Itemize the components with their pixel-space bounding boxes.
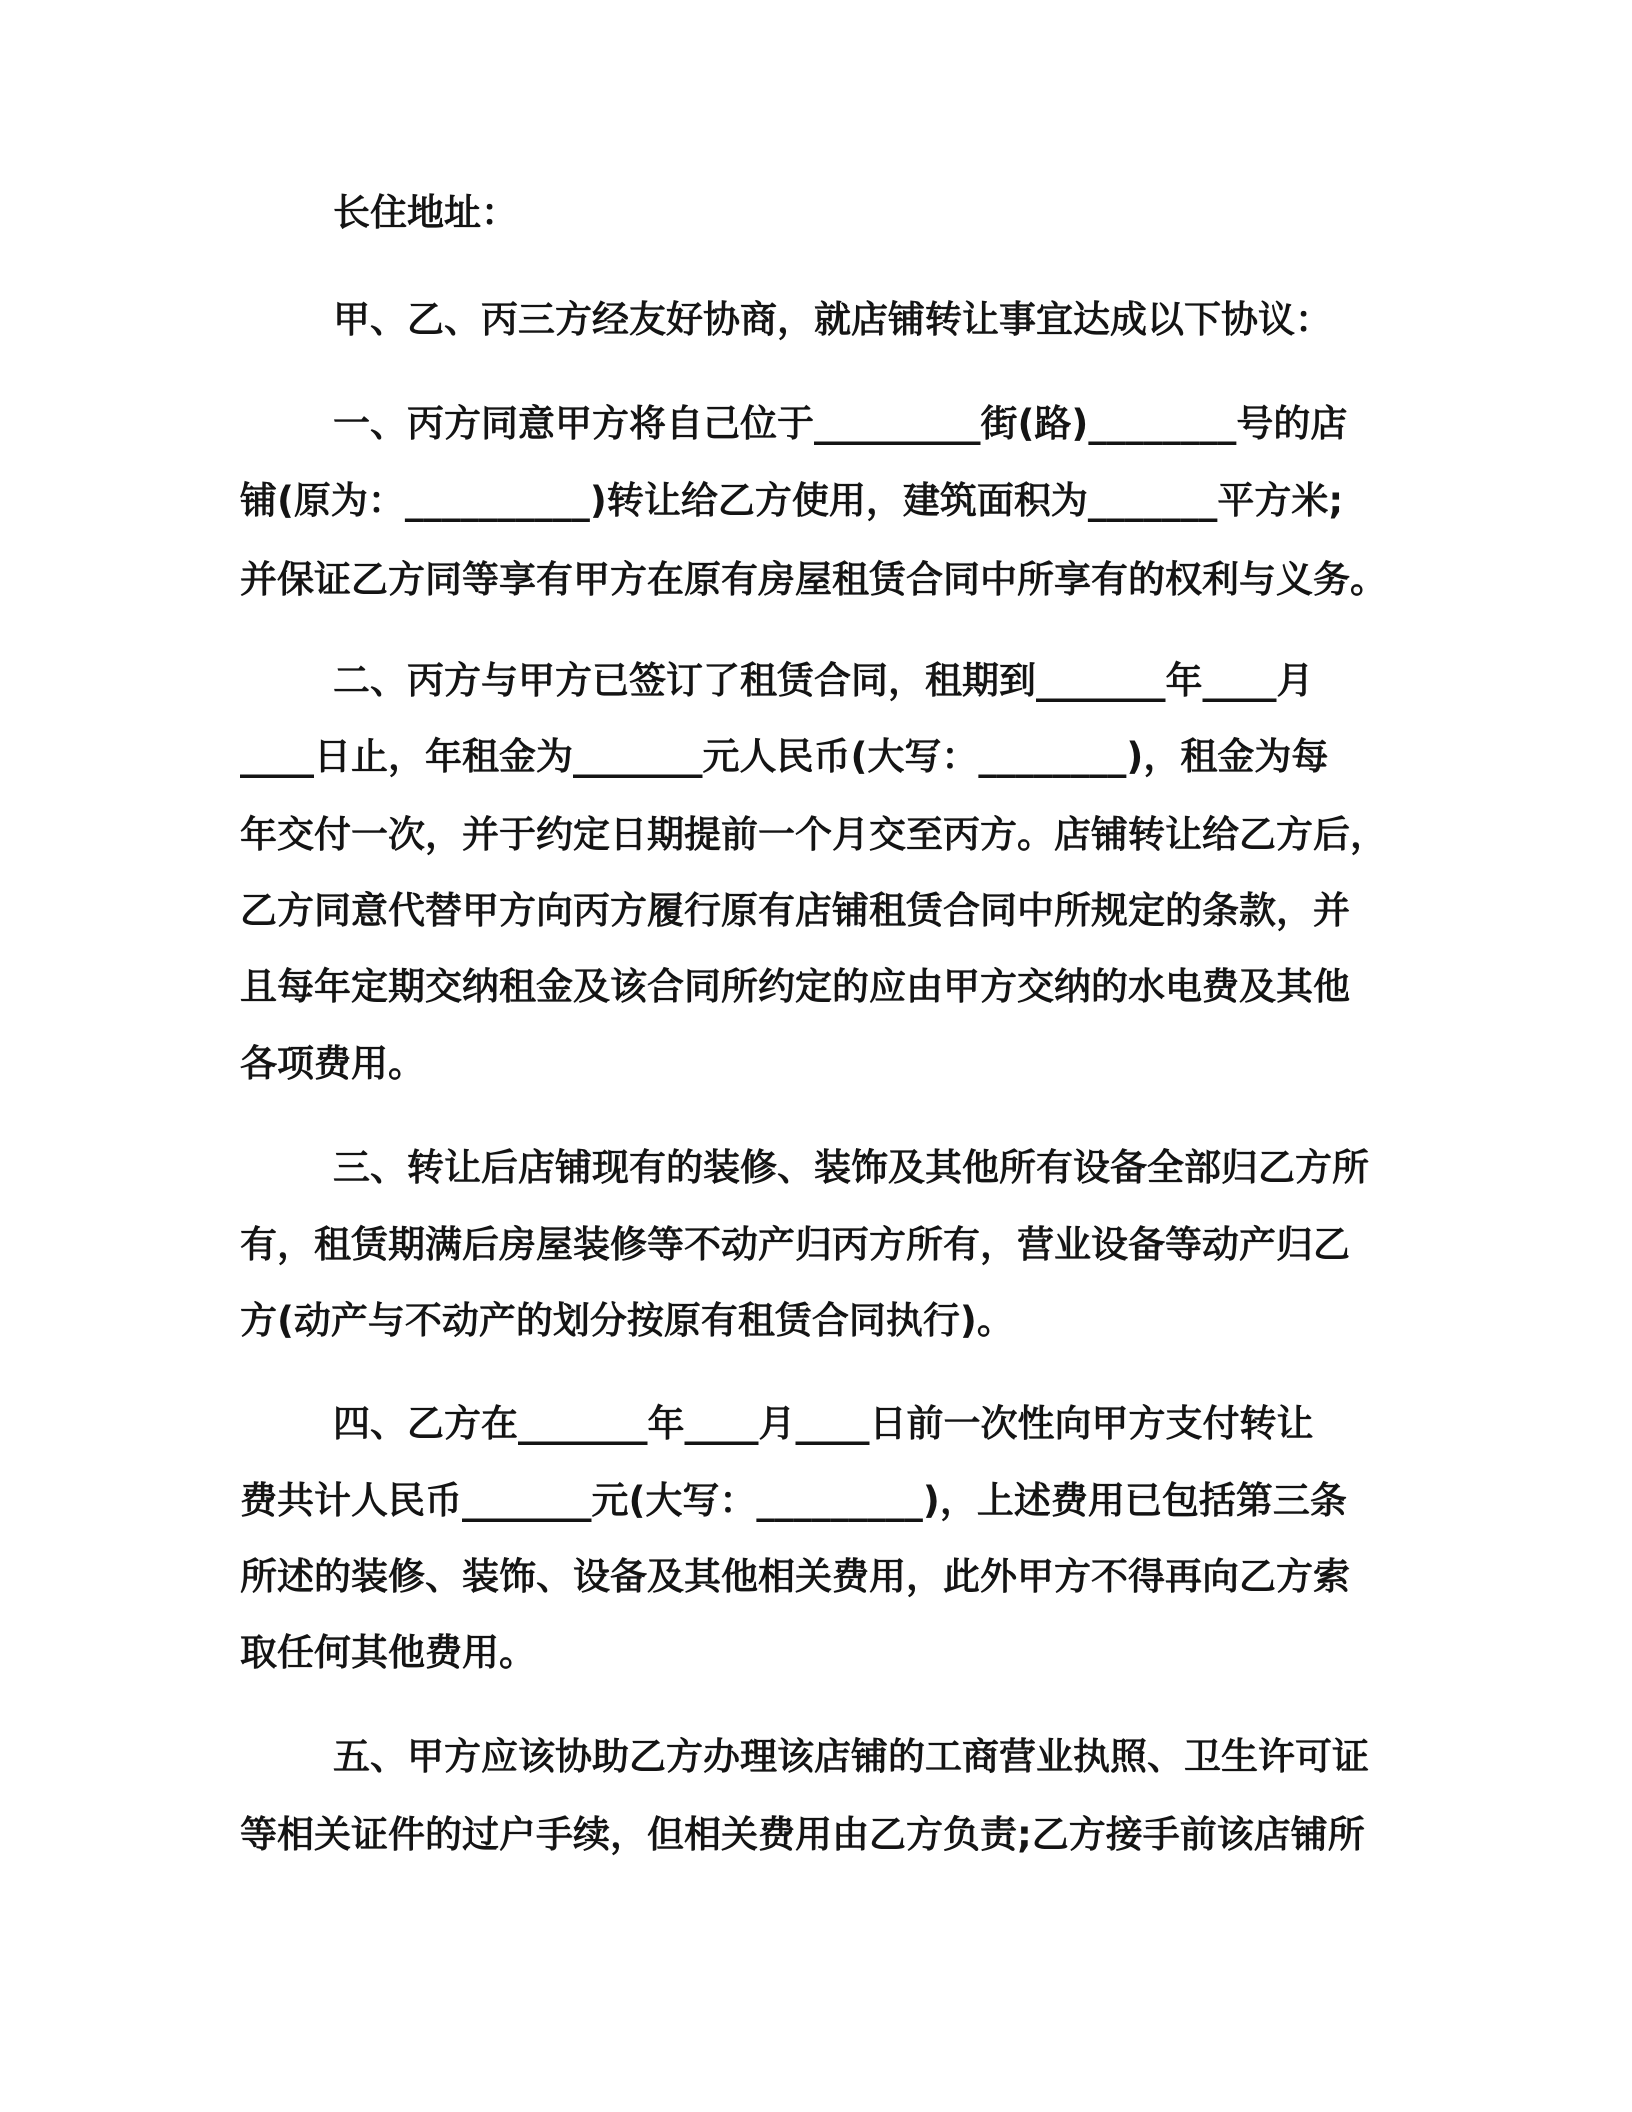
text-line: ____日止，年租金为_______元人民币(大写：________)，租金为每 — [240, 735, 1329, 778]
text-line: 四、乙方在_______年____月____日前一次性向甲方支付转让 — [333, 1402, 1314, 1445]
text-line: 并保证乙方同等享有甲方在原有房屋租赁合同中所享有的权利与义务。 — [240, 558, 1387, 601]
text-line: 年交付一次，并于约定日期提前一个月交至丙方。店铺转让给乙方后， — [240, 813, 1387, 856]
text-line: 费共计人民币_______元(大写：_________)，上述费用已包括第三条 — [240, 1479, 1347, 1522]
text-line: 取任何其他费用。 — [240, 1631, 536, 1674]
text-line: 有，租赁期满后房屋装修等不动产归丙方所有，营业设备等动产归乙 — [240, 1223, 1350, 1266]
text-line: 一、丙方同意甲方将自己位于_________街(路)________号的店 — [333, 402, 1348, 445]
text-line: 方(动产与不动产的划分按原有租赁合同执行)。 — [240, 1299, 1014, 1342]
text-line: 乙方同意代替甲方向丙方履行原有店铺租赁合同中所规定的条款，并 — [240, 889, 1350, 932]
text-line: 二、丙方与甲方已签订了租赁合同，租期到_______年____月 — [333, 659, 1314, 702]
text-line: 长住地址： — [333, 191, 518, 234]
text-line: 所述的装修、装饰、设备及其他相关费用，此外甲方不得再向乙方索 — [240, 1555, 1350, 1598]
text-line: 各项费用。 — [240, 1042, 425, 1085]
text-line: 铺(原为：__________)转让给乙方使用，建筑面积为_______平方米; — [240, 479, 1344, 522]
text-line: 五、甲方应该协助乙方办理该店铺的工商营业执照、卫生许可证 — [333, 1735, 1369, 1778]
text-line: 甲、乙、丙三方经友好协商，就店铺转让事宜达成以下协议： — [333, 298, 1332, 341]
text-line: 且每年定期交纳租金及该合同所约定的应由甲方交纳的水电费及其他 — [240, 965, 1350, 1008]
text-line: 三、转让后店铺现有的装修、装饰及其他所有设备全部归乙方所 — [333, 1146, 1369, 1189]
text-line: 等相关证件的过户手续，但相关费用由乙方负责;乙方接手前该店铺所 — [240, 1813, 1365, 1856]
